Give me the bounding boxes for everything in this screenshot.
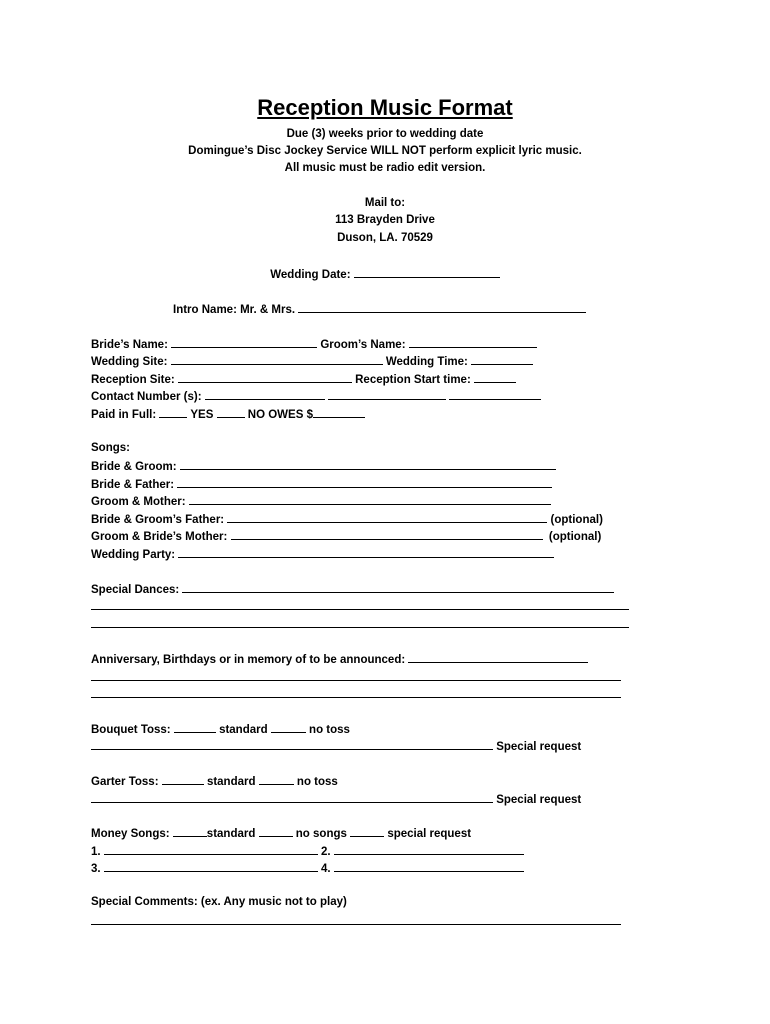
song-bride-grooms-father-label: Bride & Groom’s Father: xyxy=(91,514,225,526)
optional-label: (optional) xyxy=(550,514,603,526)
money-standard-field[interactable] xyxy=(173,824,207,837)
song-groom-mother-row xyxy=(91,492,551,510)
explicit-policy: Domingue’s Disc Jockey Service WILL NOT perform explicit lyric music. xyxy=(188,145,582,157)
reception-site-row xyxy=(91,370,516,388)
mail-to-label: Mail to: xyxy=(364,197,406,209)
address-line-1: 113 Brayden Drive xyxy=(335,214,435,226)
optional-label: (optional) xyxy=(548,531,602,543)
garter-toss-label: Garter Toss: xyxy=(91,776,159,788)
bouquet-special-field[interactable] xyxy=(91,737,493,750)
anniversary-line-2 xyxy=(91,668,621,686)
bouquet-toss-label: Bouquet Toss: xyxy=(91,724,171,736)
reception-site-label: Reception Site: xyxy=(91,374,175,386)
money-number-2: 2. xyxy=(321,846,331,858)
garter-standard-label: standard xyxy=(206,776,256,788)
song-wedding-party-label: Wedding Party: xyxy=(91,549,176,561)
songs-heading: Songs: xyxy=(91,442,130,454)
garter-special-field[interactable] xyxy=(91,790,493,803)
reception-site-field[interactable] xyxy=(178,370,352,383)
money-song-1-field[interactable] xyxy=(104,842,318,855)
names-row xyxy=(91,335,537,353)
song-bride-grooms-father-row xyxy=(91,510,603,528)
contact-field-1[interactable] xyxy=(205,387,325,400)
bouquet-no-toss-label: no toss xyxy=(309,724,350,736)
anniversary-row xyxy=(91,650,588,668)
money-no-songs-field[interactable] xyxy=(259,824,293,837)
intro-name-label: Intro Name: Mr. & Mrs. xyxy=(173,304,296,316)
special-comments-field[interactable] xyxy=(91,912,621,925)
song-groom-mother-label: Groom & Mother: xyxy=(91,496,186,508)
bouquet-special-label: Special request xyxy=(496,741,582,753)
wedding-date-field[interactable] xyxy=(354,265,500,278)
garter-standard-field[interactable] xyxy=(162,772,204,785)
special-dances-field[interactable] xyxy=(182,580,614,593)
no-owes-label: NO OWES $ xyxy=(247,409,313,421)
page-title: Reception Music Format xyxy=(257,95,513,120)
money-special-label: special request xyxy=(387,828,472,840)
wedding-site-label: Wedding Site: xyxy=(91,356,168,368)
money-song-4-field[interactable] xyxy=(334,859,524,872)
brides-name-field[interactable] xyxy=(171,335,317,348)
bouquet-toss-row xyxy=(91,720,350,738)
paid-label: Paid in Full: xyxy=(91,409,157,421)
wedding-date-row xyxy=(0,265,770,283)
song-bride-grooms-father-field[interactable] xyxy=(227,510,547,523)
money-songs-3-4 xyxy=(91,859,524,877)
money-songs-1-2 xyxy=(91,842,524,860)
paid-no-field[interactable] xyxy=(217,405,245,418)
money-standard-label: standard xyxy=(206,828,256,840)
owes-amount-field[interactable] xyxy=(313,405,365,418)
special-dances-line-2 xyxy=(91,597,629,615)
special-dances-field-3[interactable] xyxy=(91,615,629,628)
money-song-2-field[interactable] xyxy=(334,842,524,855)
reception-start-label: Reception Start time: xyxy=(355,374,471,386)
brides-name-label: Bride’s Name: xyxy=(91,339,168,351)
garter-special-row xyxy=(91,790,581,808)
song-wedding-party-row xyxy=(91,545,554,563)
bouquet-special-row xyxy=(91,737,581,755)
garter-no-toss-field[interactable] xyxy=(259,772,294,785)
intro-name-row xyxy=(173,300,586,318)
paid-yes-field[interactable] xyxy=(159,405,187,418)
contact-label: Contact Number (s): xyxy=(91,391,202,403)
song-bride-groom-label: Bride & Groom: xyxy=(91,461,177,473)
grooms-name-label: Groom’s Name: xyxy=(320,339,406,351)
special-dances-line-3 xyxy=(91,615,629,633)
bouquet-standard-field[interactable] xyxy=(174,720,216,733)
anniversary-field[interactable] xyxy=(408,650,588,663)
bouquet-no-toss-field[interactable] xyxy=(271,720,306,733)
special-dances-field-2[interactable] xyxy=(91,597,629,610)
special-dances-label: Special Dances: xyxy=(91,584,180,596)
anniversary-label: Anniversary, Birthdays or in memory of to be announced: xyxy=(91,654,406,666)
money-songs-row xyxy=(91,824,471,842)
money-songs-label: Money Songs: xyxy=(91,828,170,840)
wedding-time-field[interactable] xyxy=(471,352,533,365)
money-number-1: 1. xyxy=(91,846,101,858)
money-no-songs-label: no songs xyxy=(295,828,347,840)
wedding-time-label: Wedding Time: xyxy=(385,356,468,368)
wedding-site-field[interactable] xyxy=(171,352,383,365)
contact-field-3[interactable] xyxy=(449,387,541,400)
wedding-date-label: Wedding Date: xyxy=(270,269,351,281)
anniversary-field-2[interactable] xyxy=(91,668,621,681)
garter-no-toss-label: no toss xyxy=(296,776,338,788)
song-groom-brides-mother-field[interactable] xyxy=(231,527,543,540)
money-special-field[interactable] xyxy=(350,824,384,837)
garter-toss-row xyxy=(91,772,338,790)
paid-yes-label: YES xyxy=(190,409,214,421)
wedding-site-row xyxy=(91,352,533,370)
song-groom-mother-field[interactable] xyxy=(189,492,551,505)
money-number-3: 3. xyxy=(91,863,101,875)
money-number-4: 4. xyxy=(321,863,331,875)
song-wedding-party-field[interactable] xyxy=(178,545,554,558)
song-groom-brides-mother-label: Groom & Bride’s Mother: xyxy=(91,531,228,543)
song-bride-groom-field[interactable] xyxy=(180,457,556,470)
paid-row xyxy=(91,405,365,423)
garter-special-label: Special request xyxy=(496,794,582,806)
contact-row xyxy=(91,387,541,405)
due-note: Due (3) weeks prior to wedding date xyxy=(286,128,484,140)
special-comments-label: Special Comments: (ex. Any music not to play) xyxy=(91,896,347,908)
special-dances-row xyxy=(91,580,614,598)
special-comments-line xyxy=(91,912,621,930)
anniversary-field-3[interactable] xyxy=(91,685,621,698)
contact-field-2[interactable] xyxy=(328,387,446,400)
song-groom-brides-mother-row xyxy=(91,527,601,545)
anniversary-line-3 xyxy=(91,685,621,703)
intro-name-field[interactable] xyxy=(298,300,586,313)
reception-start-field[interactable] xyxy=(474,370,516,383)
song-bride-father-field[interactable] xyxy=(177,475,552,488)
song-bride-father-label: Bride & Father: xyxy=(91,479,175,491)
song-bride-groom-row xyxy=(91,457,556,475)
grooms-name-field[interactable] xyxy=(409,335,537,348)
bouquet-standard-label: standard xyxy=(219,724,268,736)
address-line-2: Duson, LA. 70529 xyxy=(337,232,433,244)
song-bride-father-row xyxy=(91,475,552,493)
radio-edit-note: All music must be radio edit version. xyxy=(284,162,486,174)
money-song-3-field[interactable] xyxy=(104,859,318,872)
